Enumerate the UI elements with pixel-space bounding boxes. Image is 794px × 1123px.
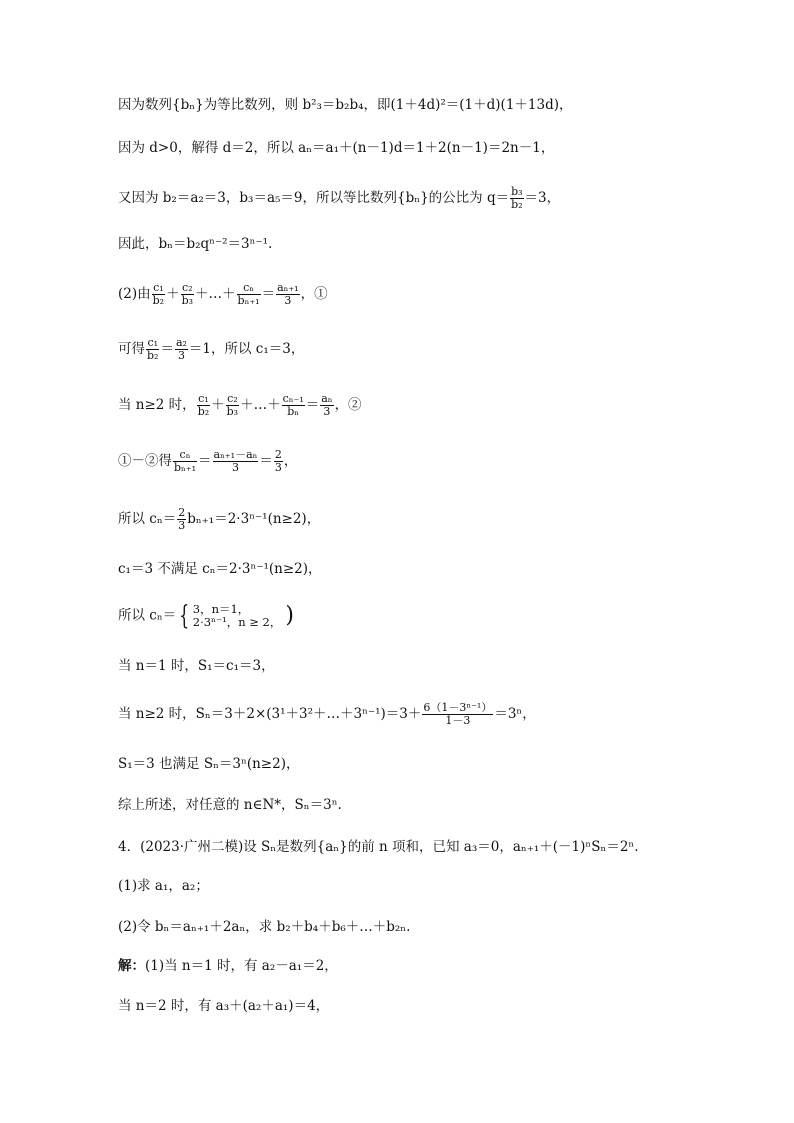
fraction xyxy=(213,449,259,474)
operator: ＋…＋ xyxy=(195,286,236,302)
line-text: ， xyxy=(283,453,298,469)
text-line xyxy=(118,657,275,675)
numerator: a₂ xyxy=(175,336,187,349)
fraction xyxy=(274,449,283,474)
line-text: 综上所述，对任意的 n∈N*，Sₙ＝3ⁿ. xyxy=(118,797,342,813)
text-line xyxy=(118,796,342,814)
denominator: 3 xyxy=(284,294,292,307)
line-text: (2)令 bₙ＝aₙ₊₁＋2aₙ，求 b₂＋b₄＋b₆＋…＋b₂ₙ. xyxy=(118,919,411,935)
operator: ＝ xyxy=(160,341,174,357)
numerator: aₙ₊₁－aₙ xyxy=(213,448,258,461)
left-brace-icon: { xyxy=(179,601,190,631)
denominator: bₙ₊₁ xyxy=(237,294,260,307)
line-text: ＝3ⁿ， xyxy=(494,706,536,722)
text-line xyxy=(118,702,536,727)
line-text: S₁＝3 也满足 Sₙ＝3ⁿ(n≥2)， xyxy=(118,756,300,772)
line-text: (1)当 n＝1 时，有 a₂－a₁＝2， xyxy=(145,958,338,974)
line-text: 当 n≥2 时，Sₙ＝3＋2×(3¹＋3²＋…＋3ⁿ⁻¹)＝3＋ xyxy=(118,706,422,722)
line-text: bₙ₊₁＝2·3ⁿ⁻¹(n≥2)， xyxy=(187,511,321,527)
line-text: 当 n＝2 时，有 a₃＋(a₂＋a₁)＝4， xyxy=(118,998,330,1014)
text-line xyxy=(118,235,272,253)
fraction xyxy=(320,393,333,418)
denominator: 3 xyxy=(178,519,186,532)
line-text: 又因为 b₂＝a₂＝3，b₃＝a₅＝9，所以等比数列{bₙ}的公比为 q＝ xyxy=(118,190,510,206)
denominator: b₂ xyxy=(152,294,165,307)
text-line xyxy=(118,393,362,418)
text-line xyxy=(118,838,639,856)
text-line xyxy=(118,877,209,895)
text-line xyxy=(118,997,329,1015)
numerator: aₙ₊₁ xyxy=(277,281,299,294)
fraction xyxy=(181,282,194,307)
fraction xyxy=(276,282,300,307)
fraction xyxy=(175,337,188,362)
case-2: 2·3ⁿ⁻¹，n ≥ 2， xyxy=(192,615,282,629)
solution-label: 解： xyxy=(118,958,145,974)
line-text: ，① xyxy=(300,286,328,302)
line-text: ，② xyxy=(334,397,362,413)
fraction xyxy=(177,507,186,532)
numerator: 2 xyxy=(178,506,186,519)
denominator: 3 xyxy=(177,349,185,362)
fraction xyxy=(282,393,305,418)
line-text: ①－②得 xyxy=(118,453,172,469)
right-paren-icon: ) xyxy=(285,603,294,628)
fraction xyxy=(422,702,493,727)
numerator: cₙ xyxy=(173,449,197,462)
line-text: 当 n＝1 时，S₁＝c₁＝3， xyxy=(118,658,275,674)
denominator: b₃ xyxy=(181,294,194,307)
operator: ＝ xyxy=(198,453,212,469)
line-text: 因此，bₙ＝b₂qⁿ⁻²＝3ⁿ⁻¹. xyxy=(118,236,273,252)
denominator: 3 xyxy=(274,461,282,474)
line-text: 因为数列{bₙ}为等比数列，则 b²₃＝b₂b₄，即(1＋4d)²＝(1＋d)(1＋13d)， xyxy=(118,97,573,113)
text-line xyxy=(118,96,573,114)
line-text: c₁＝3 不满足 cₙ＝2·3ⁿ⁻¹(n≥2)， xyxy=(118,561,322,577)
numerator: cₙ xyxy=(237,282,261,295)
line-text: ＝1，所以 c₁＝3， xyxy=(188,341,305,357)
numerator: b₃ xyxy=(511,185,523,198)
numerator: 2 xyxy=(274,448,282,461)
operator: ＋…＋ xyxy=(240,397,281,413)
denominator: bₙ xyxy=(287,405,300,418)
line-text: 可得 xyxy=(118,341,145,357)
line-text: ＝3， xyxy=(524,190,561,206)
denominator: b₂ xyxy=(147,349,159,362)
denominator: 3 xyxy=(231,461,239,474)
line-text: (1)求 a₁，a₂； xyxy=(118,878,209,894)
numerator: c₁ xyxy=(153,281,164,294)
denominator: b₂ xyxy=(511,198,523,211)
operator: ＝ xyxy=(259,453,273,469)
numerator: c₂ xyxy=(182,281,193,294)
numerator: aₙ xyxy=(321,392,333,405)
text-line xyxy=(118,918,410,936)
fraction xyxy=(146,337,159,362)
denominator: b₃ xyxy=(226,405,239,418)
text-line xyxy=(118,337,304,362)
text-line xyxy=(118,755,299,773)
line-text: 因为 d>0，解得 d＝2，所以 aₙ＝a₁＋(n－1)d＝1＋2(n－1)＝2n－1， xyxy=(118,140,555,156)
denominator: 3 xyxy=(323,405,331,418)
text-line xyxy=(118,139,554,157)
fraction xyxy=(237,282,261,307)
fraction xyxy=(226,393,239,418)
fraction xyxy=(173,449,197,474)
text-line xyxy=(118,957,338,975)
text-line xyxy=(118,449,297,474)
piecewise-cases xyxy=(193,603,282,629)
text-line xyxy=(118,282,328,307)
text-line xyxy=(118,507,320,532)
case-1: 3，n＝1， xyxy=(192,602,250,616)
numerator: c₂ xyxy=(227,392,238,405)
denominator: bₙ₊₁ xyxy=(174,461,197,474)
numerator: c₁ xyxy=(198,392,209,405)
text-line xyxy=(118,186,560,211)
fraction xyxy=(197,393,210,418)
fraction xyxy=(510,186,523,211)
operator: ＋ xyxy=(166,286,180,302)
line-text: 所以 cₙ＝ xyxy=(118,607,177,624)
problem-statement: 4．(2023·广州二模)设 Sₙ是数列{aₙ}的前 n 项和，已知 a₃＝0，aₙ₊₁＋(－1)ⁿSₙ＝2ⁿ. xyxy=(118,839,639,855)
text-line xyxy=(118,560,322,578)
operator: ＋ xyxy=(211,397,225,413)
operator: ＝ xyxy=(305,397,320,413)
denominator: b₂ xyxy=(197,405,210,418)
text-line xyxy=(118,603,294,629)
numerator: c₁ xyxy=(147,336,159,349)
line-text: (2)由 xyxy=(118,286,151,302)
denominator: 1－3 xyxy=(445,714,471,727)
numerator: cₙ₋₁ xyxy=(282,392,304,405)
numerator: 6（1－3ⁿ⁻¹） xyxy=(423,701,493,714)
line-text: 当 n≥2 时， xyxy=(118,397,196,413)
operator: ＝ xyxy=(261,286,276,302)
fraction xyxy=(152,282,165,307)
line-text: 所以 cₙ＝ xyxy=(118,511,177,527)
